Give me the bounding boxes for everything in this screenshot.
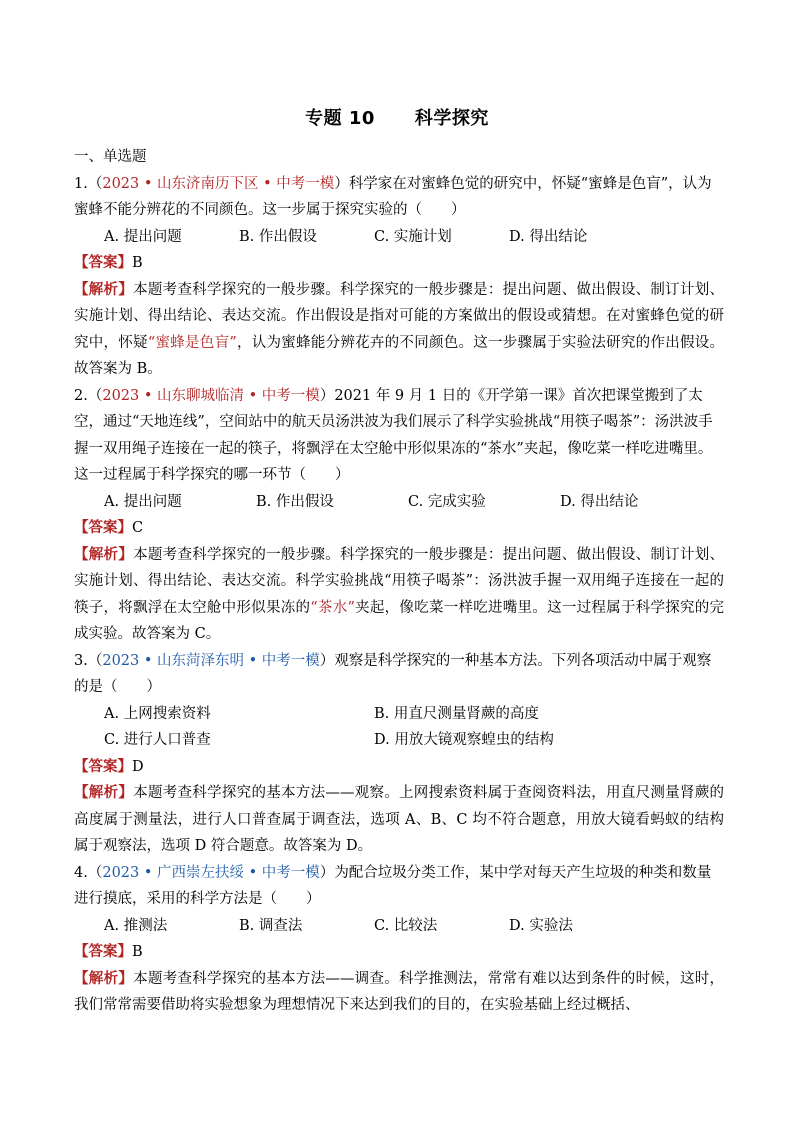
answer-value: B <box>132 944 143 960</box>
question-options <box>74 701 724 754</box>
option-a: A. 上网搜索资料 <box>104 705 211 722</box>
source-place: • 山东济南历下区 <box>143 175 259 192</box>
question-2: 2.（2023 • 山东聊城临清 • 中考一模）2021 年 9 月 1 日的《开学第一课》首次把课堂搬到了太空，通过“天地连线”，空间站中的航天员汤洪波为我们展示了科学实验挑战“用筷子喝茶”：汤洪波手握一双用绳子连接在一起的筷子，将飘浮在太空舱中形似果冻的“茶水”夹起，像吃菜一样吃进嘴里。这一过程属于科学探究的哪一环节（ ） <box>74 387 713 483</box>
option-c: C. 进行人口普查 <box>104 732 211 748</box>
question-options <box>74 913 724 940</box>
question-options <box>74 224 724 251</box>
option-d: D. 实验法 <box>509 917 573 934</box>
option-a: A. 提出问题 <box>104 228 182 245</box>
option-b: B. 调查法 <box>239 917 303 934</box>
explanation: 【解析】本题考查科学探究的基本方法——观察。上网搜索资料属于查阅资料法，用直尺测量肾蕨的高度属于测量法，进行人口普查属于调查法，选项 A、B、C 均不符合题意，用放大镜看蚂蚁的结构属于观察法，选项 D 符合题意。故答案为 D。 <box>74 784 725 854</box>
answer-line: 【答案】C <box>74 519 144 536</box>
option-b: B. 作出假设 <box>256 493 334 510</box>
question-4: 4.（2023 • 广西崇左扶绥 • 中考一模）为配合垃圾分类工作，某中学对每天产生垃圾的种类和数量进行摸底，采用的科学方法是（ ） <box>74 864 712 907</box>
page-title <box>0 104 794 130</box>
explanation: 【解析】本题考查科学探究的一般步骤。科学探究的一般步骤是：提出问题、做出假设、制订计划、实施计划、得出结论、表达交流。科学实验挑战“用筷子喝茶”：汤洪波手握一双用绳子连接在一起的筷子，将飘浮在太空舱中形似果冻的“茶水”夹起，像吃菜一样吃进嘴里。这一过程属于科学探究的完成实验。故答案为 C。 <box>74 545 725 642</box>
source-exam: • 中考一模 <box>248 652 320 669</box>
option-c: C. 比较法 <box>374 917 438 934</box>
question-stem: 科学家在对蜜蜂色觉的研究中，怀疑“蜜蜂是色盲”，认为蜜蜂不能分辨花的不同颜色。这一步属于探究实验的（ ） <box>74 175 712 218</box>
source-place: • 山东聊城临清 <box>143 387 245 404</box>
option-a: A. 提出问题 <box>104 493 182 510</box>
title-topic-name: 科学探究 <box>414 108 489 129</box>
document-body <box>74 144 724 1019</box>
question-3: 3.（2023 • 山东菏泽东明 • 中考一模）观察是科学探究的一种基本方法。下列各项活动中属于观察的是（ ） <box>74 652 712 695</box>
option-a: A. 推测法 <box>104 917 168 934</box>
answer-value: D <box>132 758 144 775</box>
source-place: • 广西崇左扶绥 <box>143 864 245 881</box>
question-stem: 2021 年 9 月 1 日的《开学第一课》首次把课堂搬到了太空，通过“天地连线”，空间站中的航天员汤洪波为我们展示了科学实验挑战“用筷子喝茶”：汤洪波手握一双用绳子连接在一起的筷子，将飘浮在太空舱中形似果冻的“茶水”夹起，像吃菜一样吃进嘴里。这一过程属于科学探究的哪一环节（ ） <box>74 387 713 483</box>
answer-value: B <box>132 255 143 271</box>
explanation: 【解析】本题考查科学探究的基本方法——调查。科学推测法，常常有难以达到条件的时候，这时，我们常常需要借助将实验想象为理想情况下来达到我们的目的，在实验基础上经过概括、 <box>74 969 725 1013</box>
source-year: 2023 <box>102 652 140 669</box>
option-c: C. 实施计划 <box>374 228 452 245</box>
source-exam: • 中考一模 <box>248 387 320 404</box>
answer-value: C <box>132 520 144 536</box>
option-b: B. 用直尺测量肾蕨的高度 <box>374 705 539 722</box>
answer-line: 【答案】B <box>74 254 143 271</box>
source-place: • 山东菏泽东明 <box>143 652 245 669</box>
question-options <box>74 489 724 516</box>
explanation: 【解析】本题考查科学探究的一般步骤。科学探究的一般步骤是：提出问题、做出假设、制订计划、实施计划、得出结论、表达交流。作出假设是指对可能的方案做出的假设或猜想。在对蜜蜂色觉的研究中，怀疑“蜜蜂是色盲”，认为蜜蜂能分辨花卉的不同颜色。这一步骤属于实验法研究的作出假设。故答案为 B。 <box>74 280 725 377</box>
option-d: D. 得出结论 <box>560 493 639 510</box>
question-stem: 为配合垃圾分类工作，某中学对每天产生垃圾的种类和数量进行摸底，采用的科学方法是（ ） <box>74 864 712 907</box>
option-c: C. 完成实验 <box>408 493 486 510</box>
source-year: 2023 <box>102 387 140 404</box>
source-exam: • 中考一模 <box>248 864 320 881</box>
source-year: 2023 <box>102 175 140 192</box>
source-exam: • 中考一模 <box>263 175 335 192</box>
answer-line: 【答案】B <box>74 943 143 960</box>
question-stem: 观察是科学探究的一种基本方法。下列各项活动中属于观察的是（ ） <box>74 652 712 695</box>
option-d: D. 得出结论 <box>509 228 588 245</box>
option-d: D. 用放大镜观察蝗虫的结构 <box>374 732 554 748</box>
title-topic-number: 专题 10 <box>305 108 375 129</box>
option-b: B. 作出假设 <box>239 228 317 245</box>
source-year: 2023 <box>102 864 140 881</box>
question-1: 1.（2023 • 山东济南历下区 • 中考一模）科学家在对蜜蜂色觉的研究中，怀疑“蜜蜂是色盲”，认为蜜蜂不能分辨花的不同颜色。这一步属于探究实验的（ ） <box>74 175 712 218</box>
section-heading: 一、单选题 <box>74 149 147 165</box>
answer-line: 【答案】D <box>74 757 144 775</box>
